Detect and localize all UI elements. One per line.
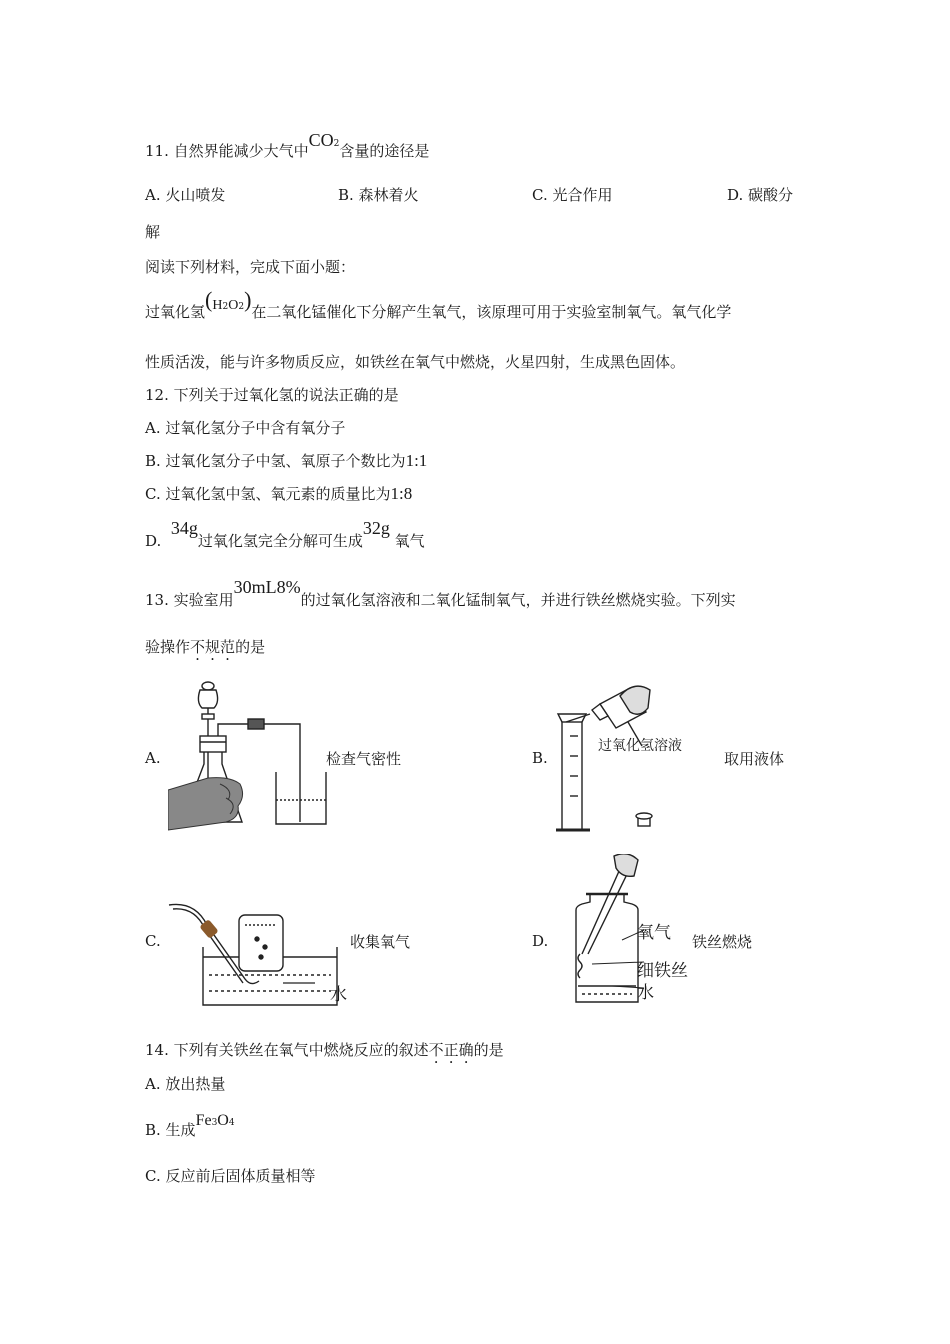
q14-option-a[interactable]: A. 放出热量	[145, 1075, 226, 1093]
q13-option-c-caption: 收集氧气	[350, 933, 411, 951]
mass-34g: 34g	[170, 518, 198, 538]
formula-h-sub: 2	[222, 302, 229, 312]
hydrogen-peroxide-figure-label: 过氧化氢溶液	[598, 738, 682, 754]
formula-o: O	[228, 298, 239, 313]
co2-subscript: 2	[333, 139, 340, 149]
q14-option-b-text: B. 生成	[145, 1121, 196, 1139]
paren-close: )	[244, 287, 252, 312]
q11-stem-prefix: 11. 自然界能减少大气中	[145, 142, 309, 160]
q12-stem: 12. 下列关于过氧化氢的说法正确的是	[145, 386, 399, 404]
fe-subscript: 3	[211, 1118, 218, 1128]
oxygen-figure-label: 氧气	[637, 923, 671, 943]
emphasis-char: 确	[458, 1041, 474, 1059]
emphasis-char: 不	[190, 638, 206, 656]
q14-stem-suffix: 的是	[473, 1041, 504, 1059]
collect-oxygen-figure	[165, 895, 345, 1007]
q12-option-b[interactable]	[145, 451, 427, 471]
q13-line2-suffix: 的是	[235, 638, 266, 656]
q13-option-a-caption: 检查气密性	[326, 750, 402, 768]
q13-stem-suffix: 的过氧化氢溶液和二氧化锰制氧气，并进行铁丝燃烧实验。下列实	[300, 591, 736, 609]
q13-option-b-caption: 取用液体	[724, 750, 785, 768]
q14-option-b[interactable]	[145, 1112, 235, 1143]
material-line-1-text: 在二氧化锰催化下分解产生氧气，该原理可用于实验室制氧气。氧气化学	[251, 303, 732, 321]
ratio-1-1: 1:1	[405, 451, 428, 470]
fine-iron-wire-figure-label: 细铁丝	[637, 961, 688, 981]
q14-stem	[145, 1040, 504, 1060]
paren-open: (	[205, 287, 213, 312]
q13-option-c-label[interactable]: C.	[145, 932, 161, 950]
q13-option-a-label[interactable]: A.	[145, 749, 161, 767]
material-line-1	[145, 287, 732, 325]
q11-option-b[interactable]: B. 森林着火	[338, 186, 419, 204]
q12-option-b-text: B. 过氧化氢分子中氢、氧原子个数比为	[145, 452, 406, 470]
formula-o-sub: 2	[238, 302, 245, 312]
q12-option-c[interactable]	[145, 484, 412, 504]
q11-option-d-wrap: 解	[145, 223, 161, 241]
q13-stem-prefix: 13. 实验室用	[145, 591, 234, 609]
q12-option-c-text: C. 过氧化氢中氢、氧元素的质量比为	[145, 485, 391, 503]
q12-option-d-end: 氧气	[394, 532, 425, 550]
co2-formula: CO	[308, 130, 334, 150]
q13-option-b-label[interactable]: B.	[532, 749, 548, 767]
mass-32g: 32g	[362, 518, 390, 538]
o-subscript: 4	[228, 1118, 235, 1128]
water-figure-label-c: 水	[330, 985, 347, 1005]
q13-stem	[145, 577, 736, 610]
q13-line2-prefix: 验操作	[145, 638, 191, 656]
q13-stem-line-2	[145, 637, 265, 657]
q14-option-c[interactable]: C. 反应前后固体质量相等	[145, 1167, 316, 1185]
formula-h: H	[212, 298, 223, 313]
q12-option-a[interactable]: A. 过氧化氢分子中含有氧分子	[145, 419, 346, 437]
emphasis-char: 范	[220, 638, 236, 656]
material-h2o2-name: 过氧化氢	[145, 303, 206, 321]
q14-stem-prefix: 14. 下列有关铁丝在氧气中燃烧反应的叙述	[145, 1041, 429, 1059]
q11-option-a[interactable]: A. 火山喷发	[145, 186, 226, 204]
q12-option-d-label: D.	[145, 532, 162, 550]
q11-stem-suffix: 含量的途径是	[339, 142, 430, 160]
q11-option-d[interactable]: D. 碳酸分	[727, 186, 794, 204]
fe-symbol: Fe	[195, 1112, 212, 1129]
q12-option-d-text: 过氧化氢完全分解可生成	[197, 532, 363, 550]
q13-option-d-caption: 铁丝燃烧	[692, 933, 753, 951]
q13-option-d-label[interactable]: D.	[532, 932, 549, 950]
ratio-1-8: 1:8	[390, 484, 413, 503]
airtightness-check-figure	[168, 672, 328, 832]
solution-amount: 30mL8%	[233, 577, 301, 597]
material-line-2: 性质活泼，能与许多物质反应，如铁丝在氧气中燃烧，火星四射，生成黑色固体。	[145, 353, 686, 371]
water-figure-label-d: 水	[637, 983, 654, 1003]
emphasis-char: 正	[443, 1041, 459, 1059]
q11-stem	[145, 130, 430, 164]
q12-option-d[interactable]	[145, 518, 425, 551]
material-intro: 阅读下列材料，完成下面小题：	[145, 258, 356, 276]
o-symbol: O	[217, 1112, 229, 1129]
emphasis-char: 规	[205, 638, 221, 656]
emphasis-char: 不	[428, 1041, 444, 1059]
q11-option-c[interactable]: C. 光合作用	[532, 186, 613, 204]
